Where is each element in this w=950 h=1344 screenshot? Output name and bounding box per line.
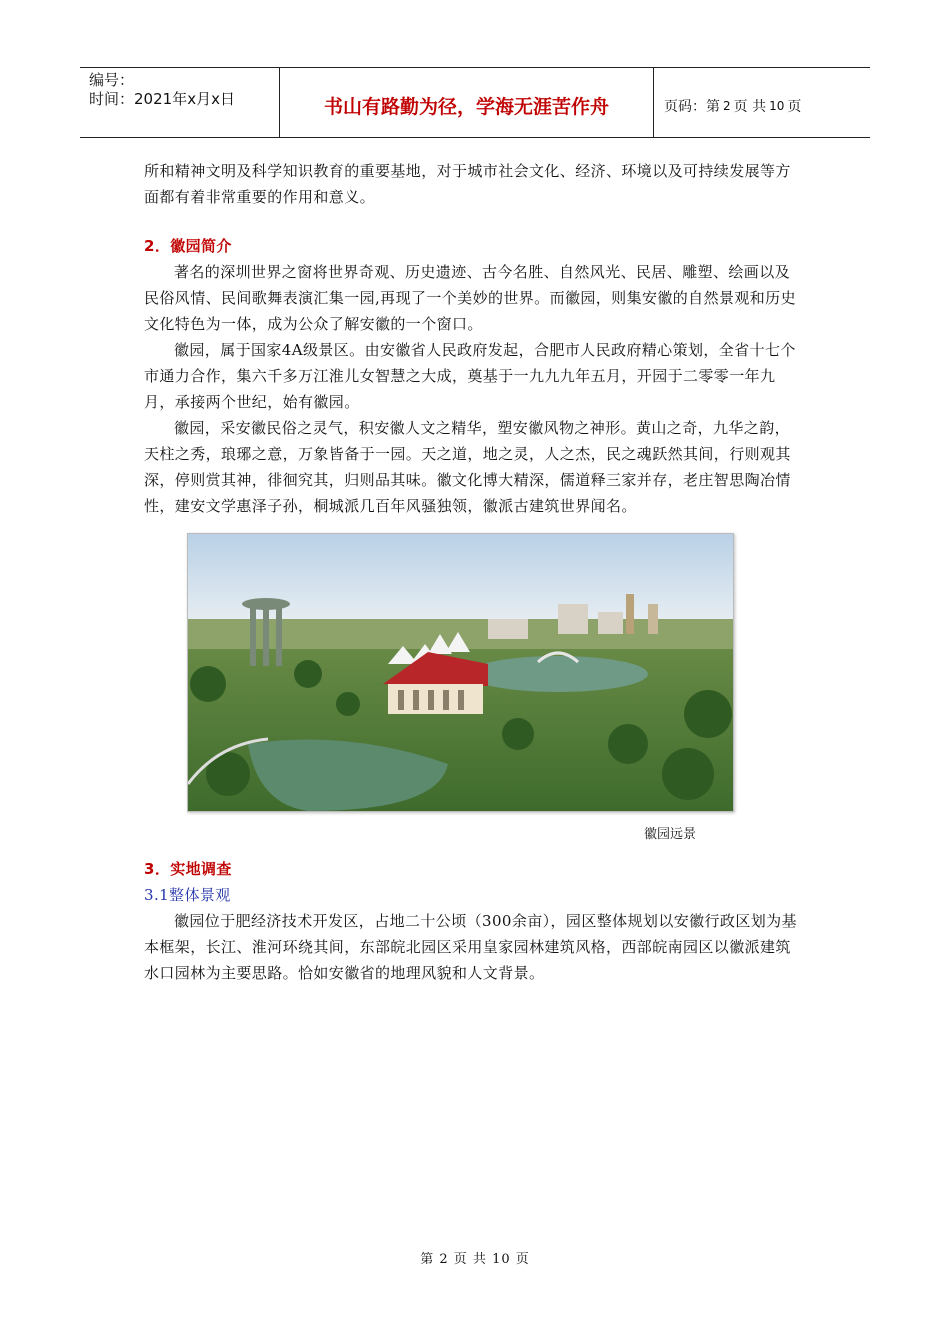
huiyuan-panorama-photo	[187, 533, 734, 812]
time-line	[89, 90, 279, 109]
page-header	[80, 67, 870, 138]
page-label: 页码：第	[664, 98, 720, 115]
header-motto: 书山有路勤为径，学海无涯苦作舟	[280, 68, 654, 137]
time-value: 2021年x月x日	[134, 90, 235, 108]
section-3-title: 3．实地调查	[144, 860, 232, 878]
code-label: 编号：	[89, 71, 135, 89]
time-label: 时间：	[89, 90, 135, 108]
header-meta	[80, 68, 280, 137]
header-page-info	[654, 68, 870, 137]
footer-mid: 页 共	[453, 1252, 487, 1267]
section-2-paragraph-2: 徽园，属于国家4A级景区。由安徽省人民政府发起，合肥市人民政府精心策划，全省十七个市通力合作，集六千多万江淮儿女智慧之大成，奠基于一九九九年五月，开园于二零零一年九月，承接两个世纪，始有徽园。	[144, 341, 796, 411]
section-3-1-paragraph: 徽园位于肥经济技术开发区，占地二十公顷（300余亩），园区整体规划以安徽行政区划为基本框架，长江、淮河环绕其间，东部皖北园区采用皇家园林建筑风格，西部皖南园区以徽派建筑水口园林为主要思路。恰如安徽省的地理风貌和人文背景。	[144, 912, 797, 982]
section-3	[144, 856, 804, 986]
section-2	[144, 233, 804, 519]
page-mid: 页 共	[733, 98, 767, 115]
page-footer	[0, 1248, 950, 1267]
panorama-illustration	[188, 534, 733, 811]
section-2-paragraph-1: 著名的深圳世界之窗将世界奇观、历史遗迹、古今名胜、自然风光、民居、雕塑、绘画以及民俗风情、民间歌舞表演汇集一园,再现了一个美妙的世界。而徽园，则集安徽的自然景观和历史文化特色为一体，成为公众了解安徽的一个窗口。	[144, 263, 796, 333]
footer-prefix: 第	[420, 1252, 435, 1267]
section-2-title: 2．徽园简介	[144, 237, 232, 255]
photo-caption: 徽园远景	[644, 827, 697, 842]
page-end: 页	[787, 98, 802, 115]
footer-total: 10	[492, 1252, 511, 1267]
footer-current: 2	[439, 1252, 449, 1267]
section-3-1-subtitle: 3.1整体景观	[144, 886, 231, 904]
intro-paragraph: 所和精神文明及科学知识教育的重要基地，对于城市社会文化、经济、环境以及可持续发展等方面都有着非常重要的作用和意义。	[144, 162, 791, 206]
page-current: 2	[723, 98, 731, 113]
intro-block	[144, 158, 804, 210]
footer-suffix: 页	[515, 1252, 530, 1267]
page-total: 10	[769, 98, 785, 113]
section-2-paragraph-3: 徽园，采安徽民俗之灵气，积安徽人文之精华，塑安徽风物之神形。黄山之奇，九华之韵，天柱之秀，琅琊之意，万象皆备于一园。天之道，地之灵，人之杰，民之魂跃然其间，行则观其深，停则赏其神，徘徊究其，归则品其味。徽文化博大精深，儒道释三家并存，老庄智思陶冶情性，建安文学惠泽子孙，桐城派几百年风骚独领，徽派古建筑世界闻名。	[144, 419, 791, 515]
